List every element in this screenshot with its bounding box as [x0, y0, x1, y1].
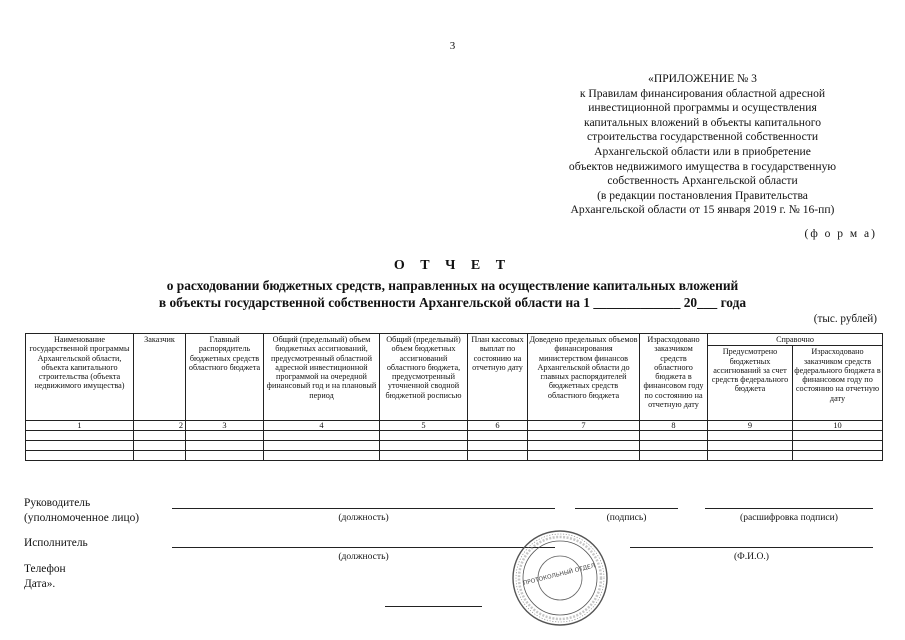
table-cell	[640, 431, 708, 441]
table-cell	[793, 431, 883, 441]
column-number: 9	[708, 421, 793, 431]
page-number: 3	[449, 40, 456, 52]
table-cell	[380, 441, 468, 451]
appendix-line: собственность Архангельской области	[607, 174, 798, 188]
column-number: 2	[134, 421, 186, 431]
phone-label: Телефон	[24, 563, 66, 575]
appendix-line: Архангельской области или в приобретение	[594, 144, 811, 158]
table-cell	[26, 451, 134, 461]
column-header: Заказчик	[134, 334, 186, 421]
table-cell	[468, 431, 528, 441]
table-row	[26, 431, 883, 441]
table-cell	[26, 431, 134, 441]
column-header: План кассовых выплат по состоянию на отчетную дату	[468, 334, 528, 421]
appendix-line: к Правилам финансирования областной адресной	[579, 86, 826, 100]
table-cell	[26, 441, 134, 451]
bottom-line	[385, 606, 482, 607]
table-cell	[134, 451, 186, 461]
table-cell	[793, 451, 883, 461]
table-cell	[264, 431, 380, 441]
column-number: 3	[186, 421, 264, 431]
appendix-line: капитальных вложений в объекты капитального	[583, 115, 821, 129]
signature-caption: (подпись)	[606, 512, 647, 523]
table-cell	[468, 451, 528, 461]
column-number-row	[26, 421, 883, 431]
column-header: Израсходовано заказчиком средств областного бюджета в финансовом году по состоянию на отчетную дату	[640, 334, 708, 421]
column-number: 5	[380, 421, 468, 431]
table-cell	[708, 431, 793, 441]
table-cell	[186, 431, 264, 441]
column-number: 10	[793, 421, 883, 431]
appendix-line: инвестиционной программы и осуществления	[588, 101, 817, 115]
report-title: О Т Ч Е Т	[393, 258, 512, 273]
table-cell	[640, 441, 708, 451]
executor-position-line	[172, 547, 555, 548]
column-number: 4	[264, 421, 380, 431]
stamp-seal	[510, 528, 610, 628]
table-cell	[468, 441, 528, 451]
appendix-line: объектов недвижимого имущества в государственную	[568, 159, 837, 173]
table-cell	[186, 451, 264, 461]
column-header: Наименование государственной программы Архангельской области, объекта капитального строительства (объекта недвижимого имущества)	[26, 334, 134, 421]
column-header: Общий (предельный) объем бюджетных ассигнований, предусмотренный областной адресной инвестиционной программой на очередной финансовый год и на плановый период	[264, 334, 380, 421]
column-number: 7	[528, 421, 640, 431]
column-number: 1	[26, 421, 134, 431]
fio-caption: (Ф.И.О.)	[733, 551, 770, 562]
position-line	[172, 508, 555, 509]
table-cell	[380, 451, 468, 461]
table-cell	[134, 431, 186, 441]
decoding-line	[705, 508, 873, 509]
table-header-row	[26, 334, 883, 346]
fio-line	[630, 547, 873, 548]
column-header: Главный распорядитель бюджетных средств областного бюджета	[186, 334, 264, 421]
table-cell	[380, 431, 468, 441]
table-row	[26, 451, 883, 461]
table-row	[26, 441, 883, 451]
table-cell	[528, 451, 640, 461]
report-subtitle-line-2: в объекты государственной собственности Архангельской области на 1 _____________ 20___ года	[158, 295, 747, 310]
appendix-line: Архангельской области от 15 января 2019 г. № 16-пп)	[570, 203, 835, 217]
table-cell	[264, 441, 380, 451]
column-header: Предусмотрено бюджетных ассигнований за счет средств федерального бюджета	[708, 346, 793, 421]
column-header: Общий (предельный) объем бюджетных ассигнований областного бюджета, предусмотренный уточненной сводной бюджетной росписью	[380, 334, 468, 421]
report-table	[25, 333, 883, 461]
column-header: Израсходовано заказчиком средств федерального бюджета в финансовом году по состоянию на отчетную дату	[793, 346, 883, 421]
appendix-block	[520, 72, 885, 218]
table-cell	[264, 451, 380, 461]
appendix-line: (в редакции постановления Правительства	[597, 188, 808, 202]
column-number: 8	[640, 421, 708, 431]
table-cell	[134, 441, 186, 451]
table-cell	[528, 441, 640, 451]
executor-position-caption: (должность)	[338, 551, 389, 562]
table-cell	[708, 441, 793, 451]
table-cell	[186, 441, 264, 451]
executor-label: Исполнитель	[24, 537, 88, 549]
table-cell	[708, 451, 793, 461]
head-label: Руководитель	[24, 497, 91, 509]
stamp-icon	[510, 528, 610, 628]
column-header: Доведено предельных объемов финансирования министерством финансов Архангельской области до главных распорядителей бюджетных средств областного бюджета	[528, 334, 640, 421]
table-cell	[528, 431, 640, 441]
date-label: Дата».	[24, 578, 56, 590]
head-label-authorized: (уполномоченное лицо)	[24, 512, 140, 524]
appendix-line: строительства государственной собственности	[586, 130, 819, 144]
column-number: 6	[468, 421, 528, 431]
table-cell	[640, 451, 708, 461]
appendix-line: «ПРИЛОЖЕНИЕ № 3	[648, 72, 757, 85]
units-label: (тыс. рублей)	[813, 313, 877, 325]
position-caption: (должность)	[338, 512, 389, 523]
stamp-text: ПРОТОКОЛЬНЫЙ ОТДЕЛ	[522, 563, 596, 587]
table-cell	[793, 441, 883, 451]
form-label: (ф о р м а)	[804, 228, 877, 240]
report-subtitle-line-1: о расходовании бюджетных средств, направленных на осуществление капитальных вложений	[166, 278, 739, 293]
decoding-caption: (расшифровка подписи)	[740, 512, 838, 523]
signature-line	[575, 508, 678, 509]
reference-header: Справочно	[708, 334, 883, 346]
